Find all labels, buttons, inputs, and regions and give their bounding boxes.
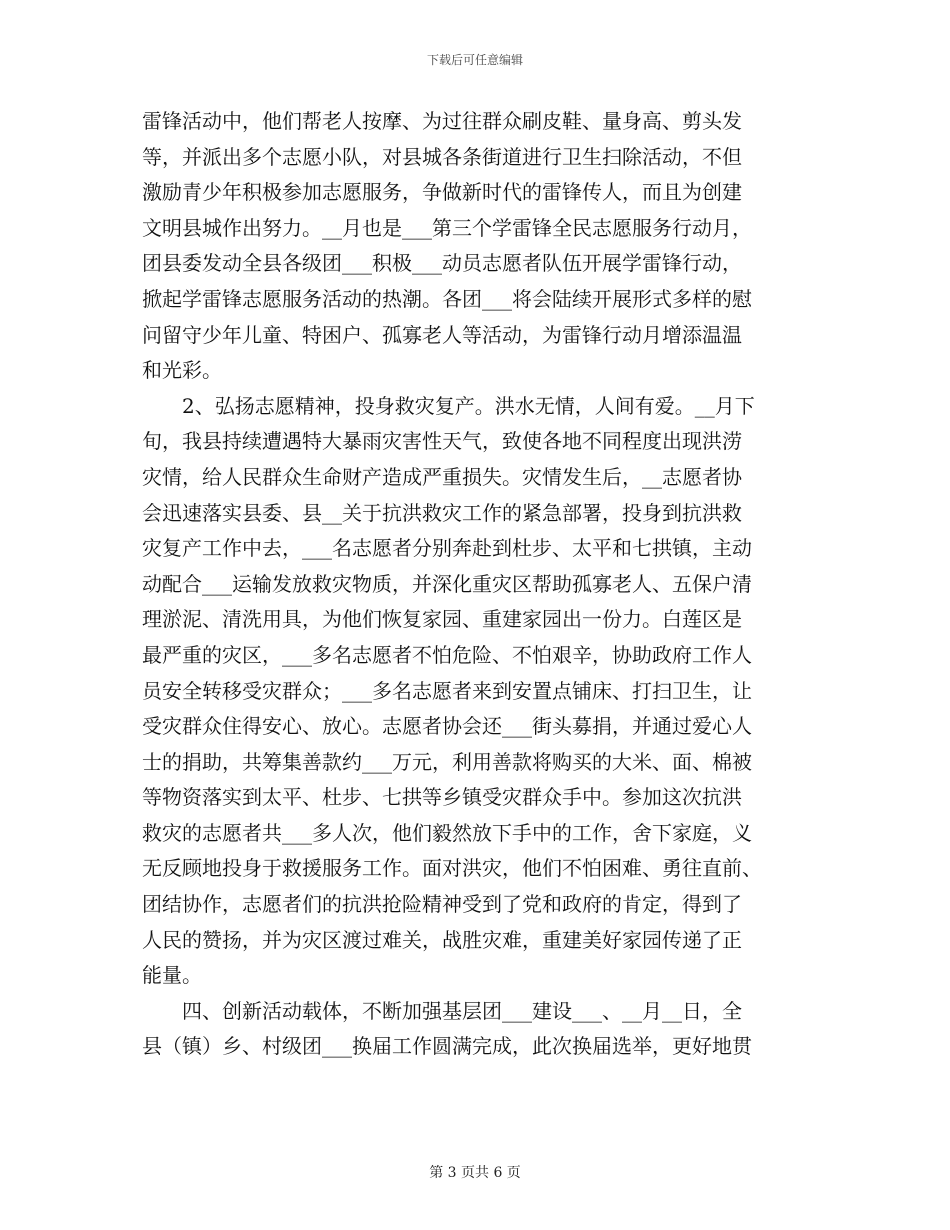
text-line: 士的捐助，共筹集善款约___万元，利用善款将购买的大米、面、棉被	[142, 749, 752, 774]
text-line: 雷锋活动中，他们帮老人按摩、为过往群众刷皮鞋、量身高、剪头发	[142, 109, 742, 133]
text-line: 问留守少年儿童、特困户、孤寡老人等活动，为雷锋行动月增添温温	[142, 322, 742, 347]
document-body	[142, 104, 812, 1065]
text-line: 灾复产工作中去，___名志愿者分别奔赴到杜步、太平和七拱镇，主动	[142, 536, 752, 561]
text-line: 救灾的志愿者共___多人次，他们毅然放下手中的工作，舍下家庭，义	[142, 820, 752, 845]
text-line: 受灾群众住得安心、放心。志愿者协会还___街头募捐，并通过爱心人	[142, 714, 752, 739]
page-number: 第 3 页共 6 页	[429, 1165, 521, 1181]
text-line: 旬，我县持续遭遇特大暴雨灾害性天气，致使各地不同程度出现洪涝	[142, 429, 742, 454]
text-line: 最严重的灾区，___多名志愿者不怕危险、不怕艰辛，协助政府工作人	[142, 642, 752, 667]
text-line: 会迅速落实县委、县__关于抗洪救灾工作的紧急部署，投身到抗洪救	[142, 500, 742, 525]
text-line: 能量。	[142, 963, 202, 988]
text-line: 动配合___运输发放救灾物质，并深化重灾区帮助孤寡老人、五保户清	[142, 571, 752, 596]
text-line: 文明县城作出努力。__月也是___第三个学雷锋全民志愿服务行动月，	[142, 215, 752, 240]
text-line: 理淤泥、清洗用具，为他们恢复家园、重建家园出一份力。白莲区是	[142, 607, 742, 632]
text-line: 掀起学雷锋志愿服务活动的热潮。各团___将会陆续开展形式多样的慰	[142, 286, 752, 311]
text-line: 和光彩。	[142, 358, 222, 383]
text-line: 员安全转移受灾群众；___多名志愿者来到安置点铺床、打扫卫生，让	[142, 678, 752, 703]
text-line: 无反顾地投身于救援服务工作。面对洪灾，他们不怕困难、勇往直前、	[142, 856, 762, 881]
text-line: 灾情，给人民群众生命财产造成严重损失。灾情发生后，__志愿者协	[142, 464, 742, 489]
page-header: 下载后可任意编辑	[426, 53, 523, 67]
text-line: 四、创新活动载体，不断加强基层团___建设___、__月__日，全	[142, 998, 742, 1023]
text-line: 县（镇）乡、村级团___换届工作圆满完成，此次换届选举，更好地贯	[142, 1034, 752, 1059]
text-line: 2、弘扬志愿精神，投身救灾复产。洪水无情，人间有爱。__月下	[142, 393, 755, 418]
text-line: 等，并派出多个志愿小队，对县城各条街道进行卫生扫除活动，不但	[142, 144, 742, 169]
text-line: 团结协作，志愿者们的抗洪抢险精神受到了党和政府的肯定，得到了	[142, 892, 742, 917]
text-line: 激励青少年积极参加志愿服务，争做新时代的雷锋传人，而且为创建	[142, 180, 742, 205]
text-line: 团县委发动全县各级团___积极___动员志愿者队伍开展学雷锋行动，	[142, 251, 742, 276]
text-line: 等物资落实到太平、杜步、七拱等乡镇受灾群众手中。参加这次抗洪	[142, 785, 742, 810]
text-line: 人民的赞扬，并为灾区渡过难关，战胜灾难，重建美好家园传递了正	[142, 927, 742, 952]
